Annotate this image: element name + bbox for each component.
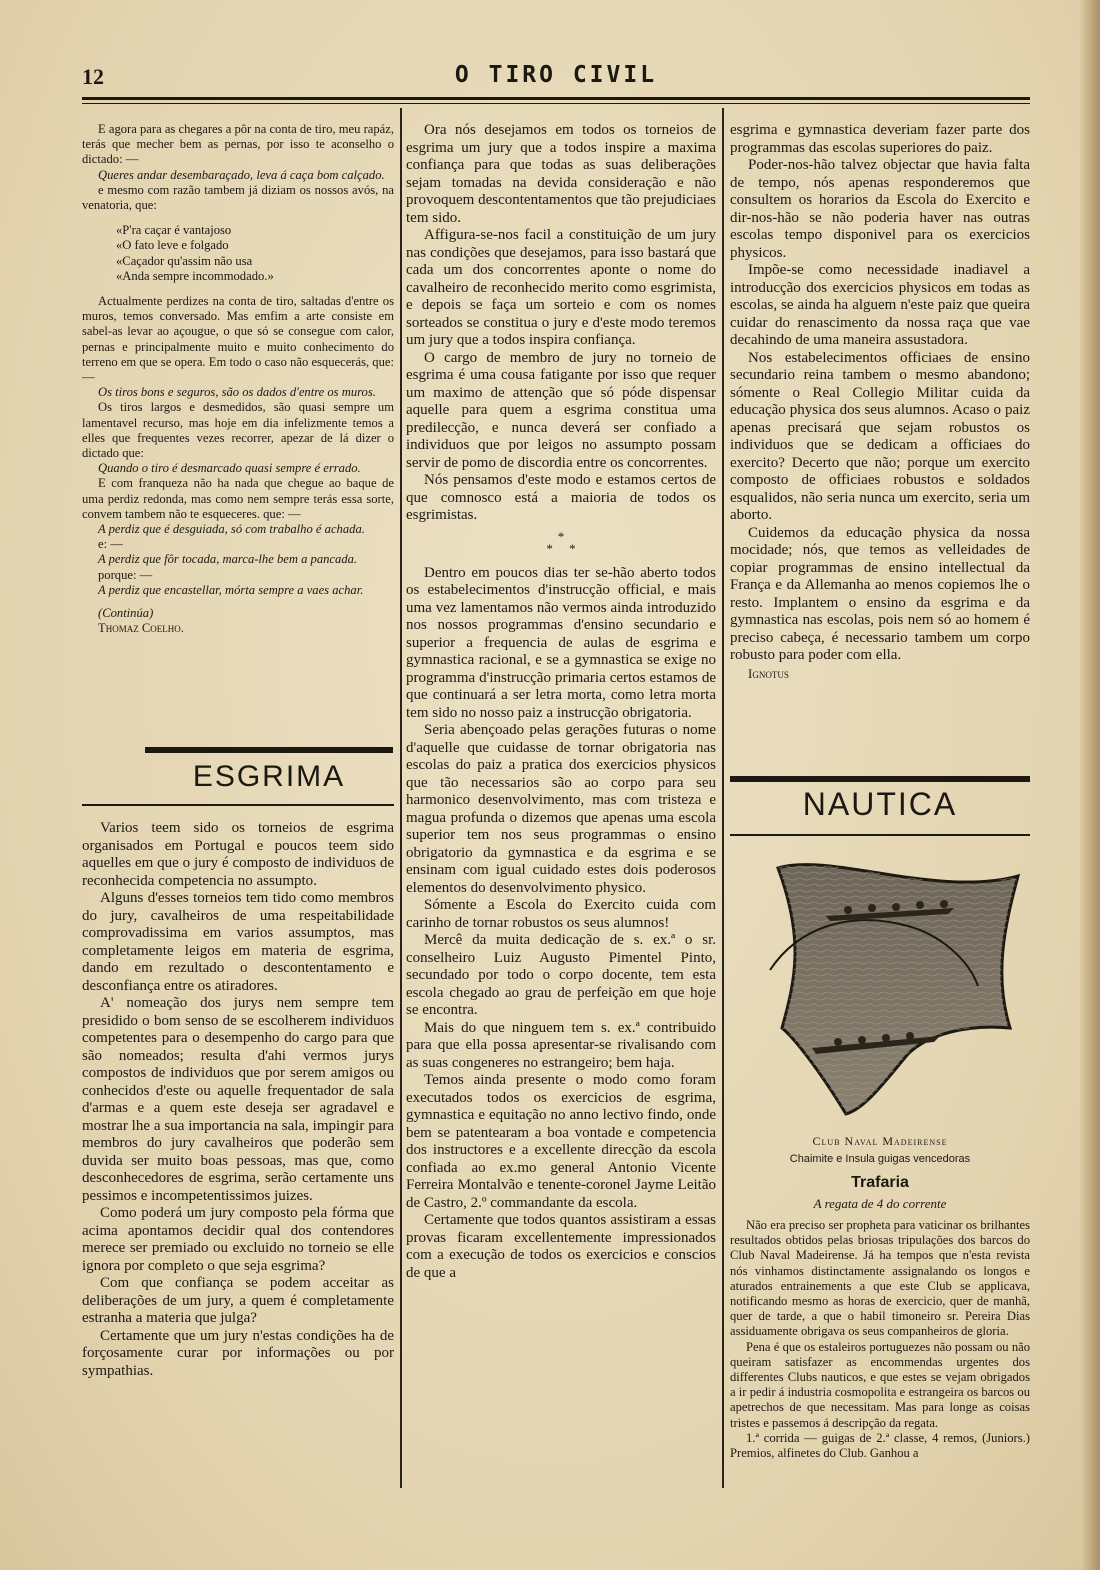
proverb: Quando o tiro é desmarcado quasi sempre é errado. bbox=[98, 461, 361, 476]
paragraph: A' nomeação dos jurys nem sempre tem presidido o bom senso de se escolherem individuos competentes para o desempenho do cargo para que são nomeados; resulta d'ahi vermos jurys compostos de individuos que por serem amigos ou conhecidos d'este ou aquelle frequentador de sala d'armas e a quem este deseja ser agradavel e mostrar lhe a sua importancia na sala, impingir para membros do jury cavalheiros que poderão sem duvida ser muito boas pessoas, mas que, como desconhecedores de esgrima, serão certamente uns pessimos e incompetentissimos juizes. bbox=[82, 995, 394, 1204]
hunting-article bbox=[82, 122, 394, 637]
proverb: Queres andar desembaraçado, leva á caça bom calçado. bbox=[98, 167, 385, 182]
paragraph: Certamente que um jury n'estas condições ha de forçosamente curar por informações ou por sympathias. bbox=[82, 1327, 394, 1379]
paragraph: Como poderá um jury composto pela fórma que acima apontamos decidir qual dos contendores merece ser premiado ou excluido no torneio se elle ignora por completo o que seja esgrima? bbox=[82, 1205, 394, 1274]
page-edge bbox=[1080, 0, 1100, 1570]
esgrima-underline bbox=[82, 804, 394, 806]
section-stars bbox=[406, 528, 716, 556]
paragraph: O cargo de membro de jury no torneio de esgrima é uma cousa fatigante por isso que requer um maximo de attenção que só póde dispensar aquelle para quem a esgrima constitua uma predilecção, e nunca deverá ser confiado a individuos que por leigos no assumpto possam servir de pomo de discordia entre os concorrentes. bbox=[406, 349, 716, 471]
esgrima-title: ESGRIMA bbox=[192, 760, 346, 793]
newspaper-title: O TIRO CIVIL bbox=[454, 62, 658, 88]
header-rule-thin bbox=[82, 103, 1030, 104]
paragraph: Poder-nos-hão talvez objectar que havia falta de tempo, nós apenas responderemos que consultem os horarios da Escola do Exercito e dir-nos-hão se não poderia haver nas outras escolas tempo disponivel para os exercicios physicos. bbox=[730, 157, 1030, 261]
paragraph: Nós pensamos d'este modo e estamos certos de que comnosco está a maioria de todos os esgrimistas. bbox=[406, 472, 716, 523]
paragraph: E com franqueza não ha nada que chegue ao baque de uma perdiz redonda, mas como nem sempre terás essa sorte, convem tambem não te esqueceres. que: — bbox=[82, 476, 394, 521]
paragraph: Seria abençoado pelas gerações futuras o nome d'aquelle que cuidasse de tornar obrigatoria nas escolas do paiz a pratica dos exercicios physicos que tão necessarios são ao corpo para seu harmonico desenvolvimento, mas com tristeza e magua profunda o dizemos que apenas uma escola superior tem nos seus programmas o ensino obrigatorio da gymnastica e da esgrima e se ensinam com igual cuidado estes dois poderosos elementos do desenvolvimento physico. bbox=[406, 722, 716, 896]
verse bbox=[116, 223, 394, 284]
paragraph: Sómente a Escola do Exercito cuida com carinho de tornar robustos os seus alumnos! bbox=[406, 897, 716, 931]
paragraph: porque: — bbox=[98, 567, 153, 582]
paragraph: Com que confiança se podem acceitar as deliberações de um jury, a quem é completamente estranha a materia que julga? bbox=[82, 1275, 394, 1326]
paragraph: Não era preciso ser propheta para vaticinar os brilhantes resultados obtidos pelas briosas tripulações dos barcos do Club Naval Madeirense. Já ha tempos que n'esta revista nós vinhamos distinctamente assignalando os longos e aturados entrainements a que este Club se applicava, notificando mesmo as horas de exercicio, quer de manhã, quer de tarde, a que o habil timoneiro sr. Pereira Dias assiduamente obrigava os seus companheiros de gloria. bbox=[730, 1218, 1030, 1339]
paragraph: Cuidemos da educação physica da nossa mocidade; nós, que temos as velleidades de copiar programmas de ensino intellectual da França e da Allemanha ao menos copiemos lhe o resto. Implantem o ensino da esgrima e da gymnastica nas escolas, pois nem só ao homem é preciso cabeça, é necessario tambem um corpo robusto para poder com ella. bbox=[730, 524, 1030, 663]
paragraph: Impõe-se como necessidade inadiavel a introducção dos exercicios physicos em todas as escolas, se ainda ha alguem n'este paiz que queira cuidar do renascimento da nossa raça que vae decahindo de uma maneira assustadora. bbox=[730, 262, 1030, 348]
paragraph: Certamente que todos quantos assistiram a essas provas ficaram excellentemente impressionados com a execução de todos os exercicios e conscios de que a bbox=[406, 1212, 716, 1281]
header-rule-thick bbox=[82, 97, 1030, 100]
verse-line: «P'ra caçar é vantajoso bbox=[116, 223, 232, 238]
regatta-photo bbox=[768, 858, 1030, 1118]
paragraph: Ora nós desejamos em todos os torneios de esgrima um jury que a todos inspire a maxima confiança para que todas as suas deliberações sejam tomadas na devida consideração e não provoquem descontentamentos que tão prejudiciaes tem sido. bbox=[406, 122, 716, 226]
column-divider-2 bbox=[722, 108, 724, 1488]
page-header bbox=[82, 58, 1030, 98]
proverb: A perdiz que encastellar, mórta sempre a vaes achar. bbox=[98, 582, 364, 597]
paragraph: Alguns d'esses torneios tem tido como membros do jury, cavalheiros de uma respeitabilidade comprovadissima em varios assumptos, mas completamente leigos em materia de esgrima, dando em rezultado o descontentamento e desconfiança entre os atiradores. bbox=[82, 890, 394, 994]
continua-note: (Continúa) bbox=[98, 606, 154, 621]
nautica-bar bbox=[730, 776, 1030, 782]
column-divider-1 bbox=[400, 108, 402, 1488]
verse-line: «Anda sempre incommodado.» bbox=[116, 268, 274, 283]
paragraph: 1.ª corrida — guigas de 2.ª classe, 4 remos, (Juniors.) Premios, alfinetes do Club. Ganhou a bbox=[730, 1430, 1030, 1461]
esgrima-bar bbox=[145, 747, 393, 753]
esgrima-column-1 bbox=[82, 820, 394, 1380]
nautica-article bbox=[730, 1218, 1030, 1461]
photo-subcaption: Chaimite e Insula guigas vencedoras bbox=[789, 1153, 971, 1165]
paragraph: e: — bbox=[98, 537, 123, 552]
paragraph: Mais do que ninguem tem s. ex.ª contribuido para que ella possa apresentar-se rivalisando com as suas congeneres no estrangeiro; bem haja. bbox=[406, 1019, 716, 1071]
paragraph: Mercê da muita dedicação de s. ex.ª o sr. conselheiro Luiz Augusto Pimentel Pinto, secundado por todo o corpo docente, tem esta escola chegado ao grau de perfeição em que hoje se encontra. bbox=[406, 932, 716, 1018]
paragraph: Os tiros largos e desmedidos, são quasi sempre um lamentavel recurso, mas hoje em dia infelizmente temos a elles que frequentes vezes recorrer, apezar de lá dizer o dictado que: bbox=[82, 400, 394, 461]
verse-line: «Caçador qu'assim não usa bbox=[116, 253, 253, 268]
paragraph: Temos ainda presente o modo como foram executados todos os exercicios de esgrima, gymnastica e equitação no anno lectivo findo, onde bem se patentearam a boa vontade e competencia dos instructores e a excellente direcção da escola confiada ao ex.mo general Antonio Vicente Ferreira Montalvão e tenente-coronel Jayme Leitão de Castro, 2.º commandante da escola. bbox=[406, 1072, 716, 1211]
esgrima-column-3 bbox=[730, 122, 1030, 682]
proverb: A perdiz que fôr tocada, marca-lhe bem a pancada. bbox=[98, 552, 358, 567]
paragraph: Pena é que os estaleiros portuguezes não possam ou não queiram satisfazer as encommendas urgentes dos differentes Clubs nauticos, e que estes se vejam obrigados a ir pedir á industria cosmopolita e estrangeira os barcos ou apetrechos de que necessitam. Mas para longe as coisas tristes e passemos á descripção da regata. bbox=[730, 1339, 1030, 1430]
esgrima-column-2 bbox=[406, 122, 716, 1282]
proverb: A perdiz que é desguiada, só com trabalho é achada. bbox=[98, 522, 365, 537]
proverb: Os tiros bons e seguros, são os dados d'entre os muros. bbox=[98, 385, 376, 400]
nautica-title: NAUTICA bbox=[802, 786, 958, 822]
page-number: 12 bbox=[82, 64, 104, 89]
author-signature: Thomaz Coelho. bbox=[98, 621, 184, 636]
paragraph: Nos estabelecimentos officiaes de ensino secundario reina tambem o mesmo abandono; sómente o Real Collegio Militar cuida da educação physica dos seus alumnos. Acaso o paiz apenas precisará que sejam robustos os individuos que se dedicam a officiaes do exercito? Decerto que não; porque um exercito composto de officiaes robustos e soldados esqualidos, não seria nunca um exercito, seria um aborto. bbox=[730, 349, 1030, 523]
paragraph: Dentro em poucos dias ter se-hão aberto todos os estabelecimentos d'instrucção official, e mais uma vez lamentamos não vermos ainda introduzido nos nossos programmas d'ensino secundario e superior a frequencia de aulas de esgrima e gymnastica racional, e se a gymnastica se exige no programma d'instrucção primaria certos estamos de que continuará a ser letra morta, como letra morta tem sido no nosso paiz a instrucção obrigatoria. bbox=[406, 564, 716, 721]
paragraph: Varios teem sido os torneios de esgrima organisados em Portugal e poucos teem sido aquelles em que o jury é composto de individuos de reconhecida competencia no assumpto. bbox=[82, 820, 394, 889]
regata-subheading: A regata de 4 do corrente bbox=[813, 1196, 947, 1211]
verse-line: «O fato leve e folgado bbox=[116, 238, 229, 253]
photo-caption: Club Naval Madeirense bbox=[812, 1134, 948, 1148]
nautica-underline bbox=[730, 834, 1030, 836]
trafaria-heading: Trafaria bbox=[851, 1174, 909, 1191]
rowing-boats-image bbox=[768, 858, 1030, 1118]
paragraph: E agora para as chegares a pôr na conta de tiro, meu rapáz, terás que mecher bem as pernas, por isso te aconselho o dictado: — bbox=[82, 122, 394, 167]
author-signature: Ignotus bbox=[748, 665, 789, 681]
star-top: * bbox=[557, 528, 565, 544]
paragraph: Affigura-se-nos facil a constituição de um jury nas condições que desejamos, para isso bastará que cada um dos concorrentes aponte o nome do cavalheiro de reconhecido merito como esgrimista, e depois se faça um sorteio e com os nomes sorteados se constitua o jury e d'este modo teremos um jury que a todos inspira confiança. bbox=[406, 227, 716, 348]
paragraph: esgrima e gymnastica deveriam fazer parte dos programmas das escolas superiores do paiz. bbox=[730, 122, 1030, 156]
paragraph: Actualmente perdizes na conta de tiro, saltadas d'entre os muros, temos conversado. Mas emfim a arte consiste em sabel-as levar ao açougue, o que só se consegue com calor, pernas e principalmente muito e muito conhecimento do terreno em que se opera. Em todo o caso não esquecerás, que: — bbox=[82, 294, 394, 385]
paragraph: e mesmo com razão tambem já diziam os nossos avós, na venatoria, que: bbox=[82, 182, 394, 213]
star-bottom: * * bbox=[546, 540, 576, 556]
